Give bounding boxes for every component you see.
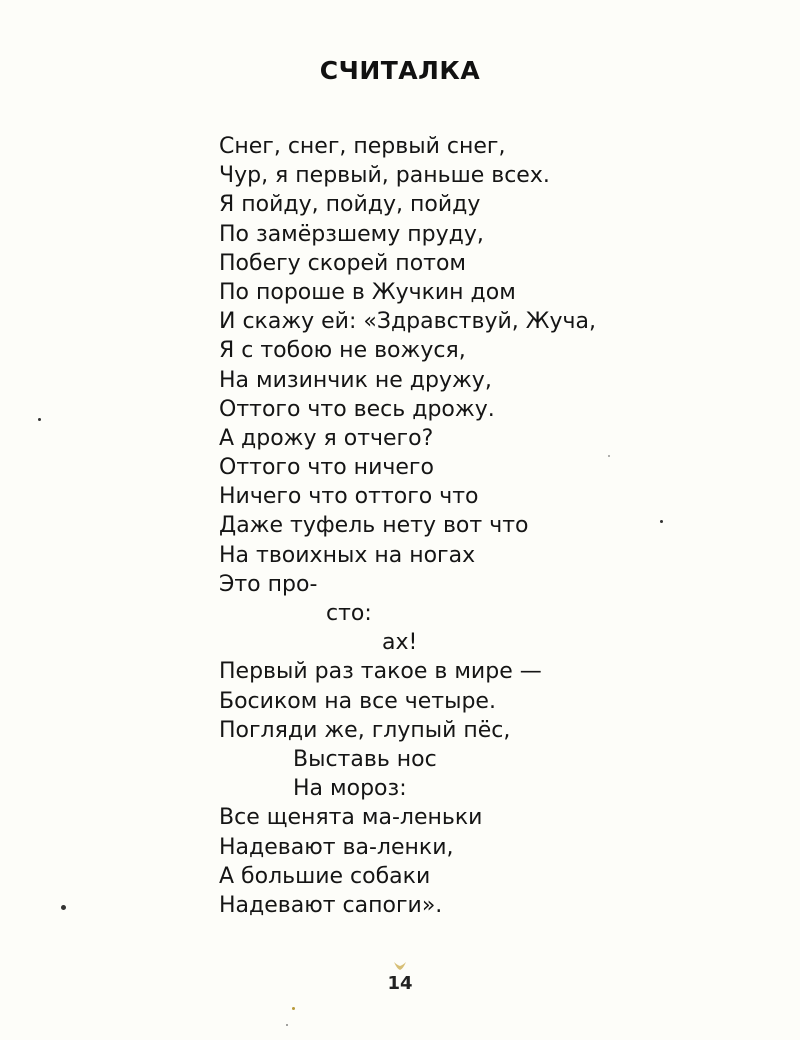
poem-line: На мороз: (293, 776, 407, 802)
poem-line: Все щенята ма-леньки (219, 805, 483, 831)
scan-speck (608, 455, 610, 457)
poem-line: По пороше в Жучкин дом (219, 279, 516, 305)
poem-line: Оттого что ничего (219, 455, 434, 481)
poem-line: Снег, снег, первый снег, (219, 134, 506, 159)
poem-line: Первый раз такое в мире — (219, 659, 542, 685)
poem-line: На твоихных на ногах (219, 542, 476, 568)
poem-line: Выставь нос (293, 746, 437, 772)
poem-line: На мизинчик не дружу, (219, 367, 492, 393)
scan-speck (61, 905, 66, 910)
poem-line: Ничего что оттого что (219, 484, 479, 510)
scan-speck (38, 418, 41, 421)
poem-line: Погляди же, глупый пёс, (219, 717, 511, 743)
scan-speck (292, 1007, 295, 1010)
poem-line: ах! (382, 630, 418, 656)
poem-body (219, 132, 779, 920)
poem-line: А большие собаки (219, 863, 431, 889)
poem-title: СЧИТАЛКА (319, 56, 481, 85)
scan-speck (660, 520, 663, 523)
poem-line: Надевают сапоги». (219, 892, 443, 918)
page-ornament-icon (392, 960, 408, 972)
scan-speck (286, 1024, 288, 1026)
poem-line: По замёрзшему пруду, (219, 221, 484, 247)
poem-line: Чур, я первый, раньше всех. (219, 163, 550, 189)
poem-line: И скажу ей: «Здравствуй, Жуча, (219, 309, 596, 335)
poem-line: Надевают ва-ленки, (219, 834, 454, 860)
poem-line: Побегу скорей потом (219, 250, 467, 276)
poem-line: Даже туфель нету вот что (219, 513, 529, 539)
poem-line: Я пойду, пойду, пойду (219, 192, 481, 218)
poem-line: сто: (326, 601, 372, 626)
poem-line: Оттого что весь дрожу. (219, 396, 495, 422)
page-number: 14 (387, 973, 413, 994)
poem-line: Я с тобою не вожуся, (219, 338, 466, 364)
poem-line: Босиком на все четыре. (219, 688, 496, 714)
poem-line: Это про- (219, 571, 318, 597)
poem-line: А дрожу я отчего? (219, 425, 434, 451)
